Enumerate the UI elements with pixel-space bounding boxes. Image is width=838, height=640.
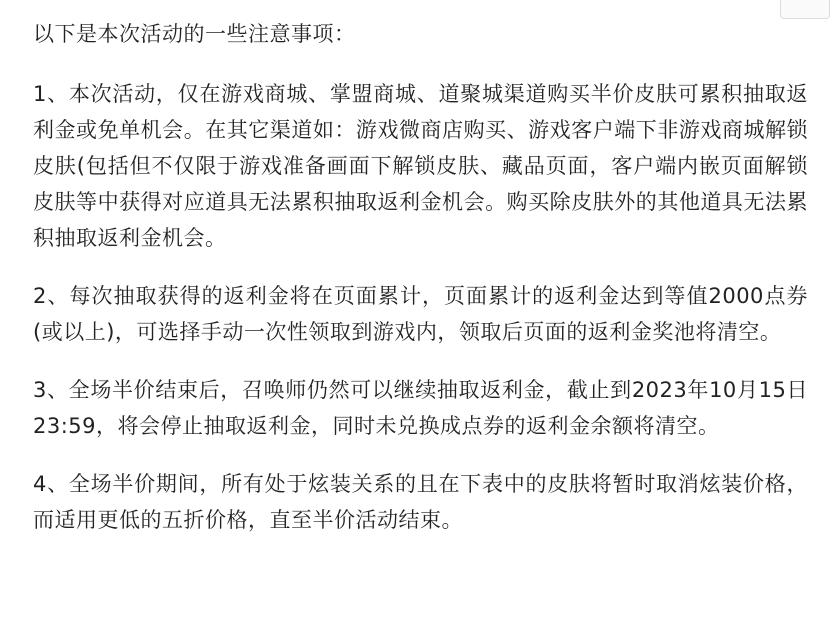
notice-item-4: 4、全场半价期间，所有处于炫装关系的且在下表中的皮肤将暂时取消炫装价格，而适用更低的五折价格，直至半价活动结束。	[33, 472, 808, 532]
notice-intro: 以下是本次活动的一些注意事项：	[33, 22, 356, 46]
notice-item-2: 2、每次抽取获得的返利金将在页面累计，页面累计的返利金达到等值2000点券(或以上)，可选择手动一次性领取到游戏内，领取后页面的返利金奖池将清空。	[33, 284, 808, 344]
corner-ui-fragment	[780, 0, 830, 19]
notice-item-3: 3、全场半价结束后，召唤师仍然可以继续抽取返利金，截止到2023年10月15日23:59，将会停止抽取返利金，同时未兑换成点券的返利金余额将清空。	[33, 378, 808, 438]
notice-item-1: 1、本次活动，仅在游戏商城、掌盟商城、道聚城渠道购买半价皮肤可累积抽取返利金或免单机会。在其它渠道如：游戏微商店购买、游戏客户端下非游戏商城解锁皮肤(包括但不仅限于游戏准备画面下解锁皮肤、藏品页面，客户端内嵌页面解锁皮肤等中获得对应道具无法累积抽取返利金机会。购买除皮肤外的其他道具无法累积抽取返利金机会。	[33, 82, 808, 250]
